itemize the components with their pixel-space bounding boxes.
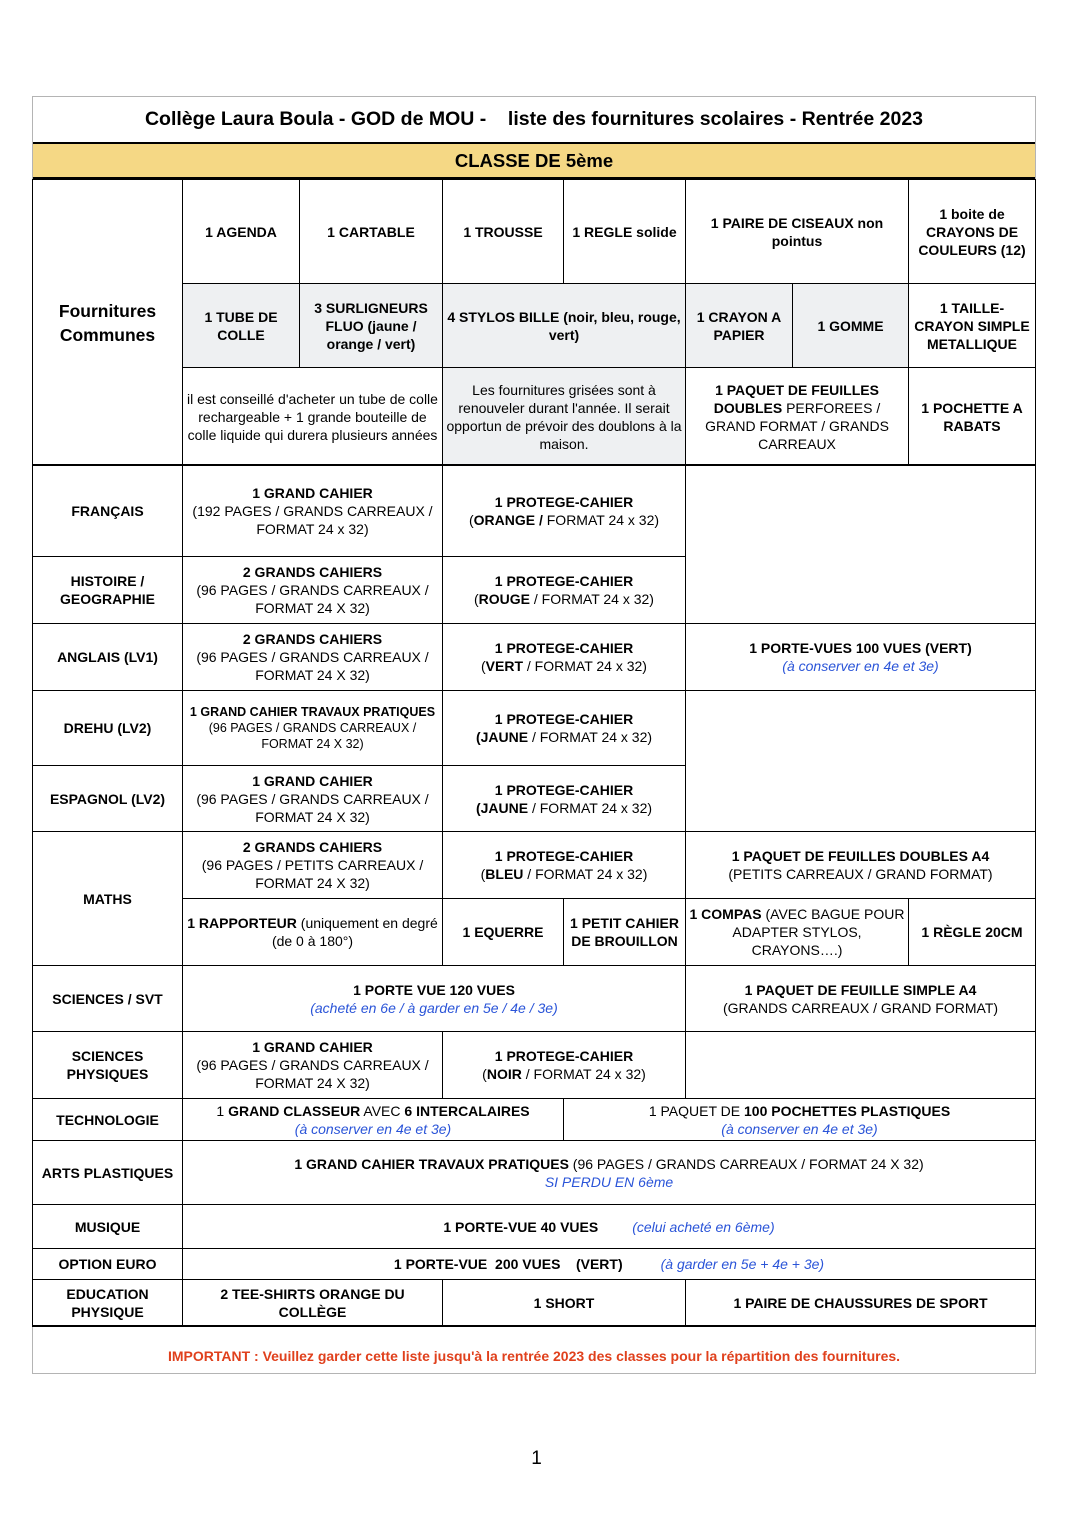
subject-svt-name: SCIENCES / SVT <box>52 990 163 1007</box>
subject-histoire <box>32 556 183 624</box>
maths-rapporteur-bold: 1 RAPPORTEUR <box>187 915 297 931</box>
maths-feuilles <box>685 831 1036 899</box>
subject-maths <box>32 831 183 966</box>
maths-protege-format: / FORMAT 24 x 32) <box>523 866 648 882</box>
item-feuilles-doubles-text <box>689 381 905 453</box>
francais-protege-format: FORMAT 24 x 32) <box>542 512 660 528</box>
table-bottom-border <box>32 1325 1036 1327</box>
espagnol-cahier-title: 1 GRAND CAHIER <box>252 772 373 789</box>
note-colle-text: il est conseillé d'acheter un tube de colle rechargeable + 1 grande bouteille de colle liquide qui durera plusieurs années <box>187 390 438 443</box>
arts-cahier-note: SI PERDU EN 6ème <box>544 1173 674 1190</box>
item-tube-colle <box>182 283 300 368</box>
anglais-protege <box>442 623 686 691</box>
francais-protege-title: 1 PROTEGE-CAHIER <box>494 494 634 510</box>
subject-espagnol <box>32 765 183 832</box>
subject-musique-name: MUSIQUE <box>74 1218 141 1235</box>
drehu-protege-color: (JAUNE <box>475 729 529 745</box>
item-ciseaux <box>685 179 909 284</box>
item-surligneurs-text: 3 SURLIGNEURS FLUO (jaune / orange / vert) <box>314 299 428 352</box>
drehu-protege <box>442 690 686 766</box>
histoire-cahier-detail: (96 PAGES / GRANDS CARREAUX / FORMAT 24 X 32) <box>196 582 429 616</box>
anglais-protege-color: VERT <box>485 658 524 674</box>
espagnol-cahier <box>182 765 443 832</box>
physique-cahier <box>182 1031 443 1099</box>
item-taille-crayon-text: 1 TAILLE-CRAYON SIMPLE METALLIQUE <box>914 299 1030 352</box>
subject-physique-name: SCIENCES PHYSIQUES <box>66 1048 149 1082</box>
item-ciseaux-text: 1 PAIRE DE CISEAUX non pointus <box>710 214 884 249</box>
techno-classeur-note: (à conserver en 4e et 3e) <box>294 1120 452 1137</box>
subject-maths-name: MATHS <box>83 890 132 907</box>
item-regle-text: 1 REGLE solide <box>572 223 677 240</box>
item-taille-crayon <box>908 283 1036 368</box>
drehu-cahier-detail: (96 PAGES / GRANDS CARREAUX / FORMAT 24 X 32) <box>208 721 417 751</box>
eps-chaussures <box>685 1279 1036 1327</box>
drehu-empty <box>685 690 1036 832</box>
musique-item-bold: 1 PORTE-VUE 40 VUES <box>443 1218 599 1235</box>
subject-euro <box>32 1248 183 1280</box>
item-surligneurs <box>299 283 443 368</box>
drehu-protege-title: 1 PROTEGE-CAHIER <box>494 711 634 727</box>
anglais-porte-vues-note: (à conserver en 4e et 3e) <box>782 658 939 674</box>
drehu-cahier <box>182 690 443 766</box>
item-pochette-text: 1 POCHETTE A RABATS <box>921 399 1023 434</box>
item-pochette <box>908 367 1036 466</box>
item-agenda-text: 1 AGENDA <box>205 223 277 240</box>
subject-histoire-name: HISTOIRE / GEOGRAPHIE <box>60 573 155 607</box>
physique-cahier-title: 1 GRAND CAHIER <box>252 1039 373 1055</box>
arts-cahier <box>182 1140 1036 1205</box>
techno-pochettes-1: 1 PAQUET DE <box>648 1102 744 1119</box>
maths-cahier-detail: (96 PAGES / PETITS CARREAUX / FORMAT 24 X 32) <box>201 857 424 891</box>
francais-protege-line: (ORANGE / FORMAT 24 x 32) <box>468 512 660 528</box>
class-banner: CLASSE DE 5ème <box>33 142 1035 179</box>
page-title: Collège Laura Boula - GOD de MOU - liste des fournitures scolaires - Rentrée 2023 <box>144 107 924 130</box>
item-crayons-couleurs-text: 1 boite de CRAYONS DE COULEURS (12) <box>918 205 1026 258</box>
espagnol-cahier-detail: (96 PAGES / GRANDS CARREAUX / FORMAT 24 X 32) <box>196 790 429 825</box>
techno-pochettes <box>563 1098 1036 1141</box>
maths-compas-bold: 1 COMPAS <box>689 906 762 922</box>
svt-feuille-detail: (GRANDS CARREAUX / GRAND FORMAT) <box>722 999 999 1016</box>
anglais-protege-format: / FORMAT 24 x 32) <box>523 658 647 674</box>
item-feuilles-doubles <box>685 367 909 466</box>
svt-feuille <box>685 965 1036 1032</box>
physique-protege <box>442 1031 686 1099</box>
techno-pochettes-2: 100 POCHETTES PLASTIQUES <box>744 1102 951 1119</box>
techno-classeur-4: 6 INTERCALAIRES <box>404 1102 530 1119</box>
maths-brouillon <box>563 898 686 966</box>
note-colle <box>182 367 443 466</box>
maths-cahier-title: 2 GRANDS CAHIERS <box>242 839 383 855</box>
svt-porte-vue-title: 1 PORTE VUE 120 VUES <box>353 981 515 998</box>
subject-anglais <box>32 623 183 691</box>
maths-protege <box>442 831 686 899</box>
subject-francais-name: FRANÇAIS <box>71 503 144 519</box>
maths-protege-line: (BLEU / FORMAT 24 x 32) <box>480 866 648 882</box>
anglais-cahier <box>182 623 443 691</box>
musique-item <box>182 1204 1036 1249</box>
maths-equerre <box>442 898 564 966</box>
techno-classeur-3: AVEC <box>360 1102 405 1119</box>
drehu-protege-format: / FORMAT 24 x 32) <box>528 729 653 745</box>
euro-item <box>182 1248 1036 1280</box>
item-crayons-couleurs <box>908 179 1036 284</box>
item-agenda <box>182 179 300 284</box>
item-cartable-text: 1 CARTABLE <box>327 223 415 240</box>
note-grisees-text: Les fournitures grisées sont à renouveler durant l'année. Il serait opportun de prévoir des doublons à la maison. <box>446 381 682 452</box>
physique-protege-color: NOIR <box>486 1066 522 1082</box>
drehu-cahier-title: 1 GRAND CAHIER TRAVAUX PRATIQUES <box>189 705 436 719</box>
arts-cahier-rest: (96 PAGES / GRANDS CARREAUX / FORMAT 24 X 32) <box>568 1155 924 1172</box>
maths-equerre-text: 1 EQUERRE <box>462 924 544 940</box>
svt-porte-vue <box>182 965 686 1032</box>
anglais-cahier-detail: (96 PAGES / GRANDS CARREAUX / FORMAT 24 X 32) <box>196 649 429 683</box>
maths-rapporteur <box>182 898 443 966</box>
francais-cahier-detail: (192 PAGES / GRANDS CARREAUX / FORMAT 24 x 32) <box>192 503 433 537</box>
francais-protege-color: ORANGE / <box>473 512 543 528</box>
note-grisees <box>442 367 686 466</box>
anglais-protege-title: 1 PROTEGE-CAHIER <box>494 640 634 656</box>
espagnol-protege-line <box>476 799 652 817</box>
anglais-porte-vues <box>685 623 1036 691</box>
musique-item-note: (celui acheté en 6ème) <box>632 1218 775 1235</box>
important-note: IMPORTANT : Veuillez garder cette liste jusqu'à la rentrée 2023 des classes pour la répartition des fournitures. <box>167 1348 901 1364</box>
euro-item-note: (à garder en 5e + 4e + 3e) <box>660 1256 825 1272</box>
maths-regle-text: 1 RÈGLE 20CM <box>921 924 1023 940</box>
physique-protege-format: / FORMAT 24 x 32) <box>521 1066 646 1082</box>
subject-arts <box>32 1140 183 1205</box>
subject-drehu-name: DREHU (LV2) <box>63 720 152 736</box>
item-trousse <box>442 179 564 284</box>
subject-anglais-name: ANGLAIS (LV1) <box>57 649 158 665</box>
item-gomme-text: 1 GOMME <box>817 317 884 334</box>
histoire-protege-format: / FORMAT 24 x 32) <box>530 591 654 607</box>
item-trousse-text: 1 TROUSSE <box>463 223 543 240</box>
subject-espagnol-name: ESPAGNOL (LV2) <box>49 790 166 807</box>
maths-brouillon-text: 1 PETIT CAHIER DE BROUILLON <box>570 915 679 949</box>
maths-compas <box>685 898 909 966</box>
subject-eps <box>32 1279 183 1327</box>
maths-rapporteur-rest: (uniquement en degré (de 0 à 180°) <box>271 915 438 949</box>
item-stylos <box>442 283 686 368</box>
svt-feuille-title: 1 PAQUET DE FEUILLE SIMPLE A4 <box>744 981 977 998</box>
eps-short-text: 1 SHORT <box>533 1295 595 1311</box>
anglais-cahier-title: 2 GRANDS CAHIERS <box>242 631 383 647</box>
espagnol-protege-format: / FORMAT 24 x 32) <box>528 799 653 816</box>
histoire-cahier <box>182 556 443 624</box>
feuilles-doubles-bold: 1 PAQUET DE FEUILLES DOUBLES <box>713 381 879 416</box>
subject-drehu <box>32 690 183 766</box>
subject-francais <box>32 465 183 557</box>
maths-protege-color: BLEU <box>485 866 524 882</box>
anglais-protege-line: (VERT / FORMAT 24 x 32) <box>481 658 647 674</box>
maths-feuilles-detail: (PETITS CARREAUX / GRAND FORMAT) <box>728 866 993 882</box>
arts-cahier-bold: 1 GRAND CAHIER TRAVAUX PRATIQUES <box>294 1155 569 1172</box>
eps-tshirts <box>182 1279 443 1327</box>
techno-pochettes-note: (à conserver en 4e et 3e) <box>721 1120 878 1137</box>
subject-techno-name: TECHNOLOGIE <box>56 1111 159 1128</box>
subject-euro-name: OPTION EURO <box>58 1256 157 1272</box>
eps-tshirts-text: 2 TEE-SHIRTS ORANGE DU COLLÈGE <box>220 1286 405 1320</box>
francais-cahier-title: 1 GRAND CAHIER <box>252 485 373 501</box>
maths-compas-rest: (AVEC BAGUE POUR ADAPTER STYLOS, CRAYONS….) <box>732 906 905 958</box>
francais-cahier <box>182 465 443 557</box>
euro-item-line <box>394 1255 824 1273</box>
maths-regle <box>908 898 1036 966</box>
techno-classeur-2: GRAND CLASSEUR <box>228 1102 361 1119</box>
subject-musique <box>32 1204 183 1249</box>
page-number: 1 <box>531 1448 542 1469</box>
eps-chaussures-text: 1 PAIRE DE CHAUSSURES DE SPORT <box>733 1295 988 1311</box>
physique-empty <box>685 1031 1036 1099</box>
physique-protege-line: (NOIR / FORMAT 24 x 32) <box>482 1066 646 1082</box>
item-cartable <box>299 179 443 284</box>
histoire-protege-line: (ROUGE / FORMAT 24 x 32) <box>474 591 654 607</box>
subject-eps-name: EDUCATION PHYSIQUE <box>66 1286 149 1320</box>
subject-arts-name: ARTS PLASTIQUES <box>41 1164 174 1181</box>
subject-svt <box>32 965 183 1032</box>
maths-protege-title: 1 PROTEGE-CAHIER <box>494 848 634 864</box>
item-regle <box>563 179 686 284</box>
histoire-protege-color: ROUGE <box>478 591 531 607</box>
feuilles-doubles-rest: PERFOREES / GRAND FORMAT / GRANDS CARREAUX <box>705 399 889 452</box>
eps-short <box>442 1279 686 1327</box>
subject-techno <box>32 1098 183 1141</box>
techno-classeur-line <box>216 1102 529 1120</box>
arts-cahier-line <box>294 1155 923 1173</box>
euro-item-bold: 1 PORTE-VUE 200 VUES (VERT) <box>393 1256 623 1272</box>
techno-classeur <box>182 1098 564 1141</box>
physique-protege-title: 1 PROTEGE-CAHIER <box>494 1048 634 1064</box>
espagnol-protege <box>442 765 686 832</box>
fournitures-label <box>32 179 183 466</box>
fournitures-label-text: Fournitures Communes <box>58 300 157 345</box>
maths-compas-text <box>689 905 905 959</box>
histoire-cahier-title: 2 GRANDS CAHIERS <box>242 564 383 580</box>
francais-empty <box>685 465 1036 624</box>
maths-cahier <box>182 831 443 899</box>
item-crayon-papier-text: 1 CRAYON A PAPIER <box>696 308 782 343</box>
item-gomme <box>792 283 909 368</box>
techno-pochettes-line <box>649 1102 950 1120</box>
anglais-porte-vues-title: 1 PORTE-VUES 100 VUES (VERT) <box>749 640 972 656</box>
physique-cahier-detail: (96 PAGES / GRANDS CARREAUX / FORMAT 24 X 32) <box>196 1057 429 1091</box>
histoire-protege-title: 1 PROTEGE-CAHIER <box>494 573 634 589</box>
histoire-protege <box>442 556 686 624</box>
maths-feuilles-title: 1 PAQUET DE FEUILLES DOUBLES A4 <box>731 848 990 864</box>
subject-physique <box>32 1031 183 1099</box>
item-crayon-papier <box>685 283 793 368</box>
espagnol-protege-title: 1 PROTEGE-CAHIER <box>494 781 634 798</box>
musique-item-line <box>443 1218 774 1236</box>
espagnol-protege-color: (JAUNE <box>475 799 529 816</box>
maths-rapporteur-text <box>186 914 439 950</box>
francais-protege <box>442 465 686 557</box>
item-tube-colle-text: 1 TUBE DE COLLE <box>204 308 278 343</box>
svt-porte-vue-note: (acheté en 6e / à garder en 5e / 4e / 3e) <box>310 999 558 1016</box>
item-stylos-text: 4 STYLOS BILLE (noir, bleu, rouge, vert) <box>447 308 681 343</box>
drehu-protege-line <box>476 728 652 746</box>
techno-classeur-1: 1 <box>216 1102 229 1119</box>
